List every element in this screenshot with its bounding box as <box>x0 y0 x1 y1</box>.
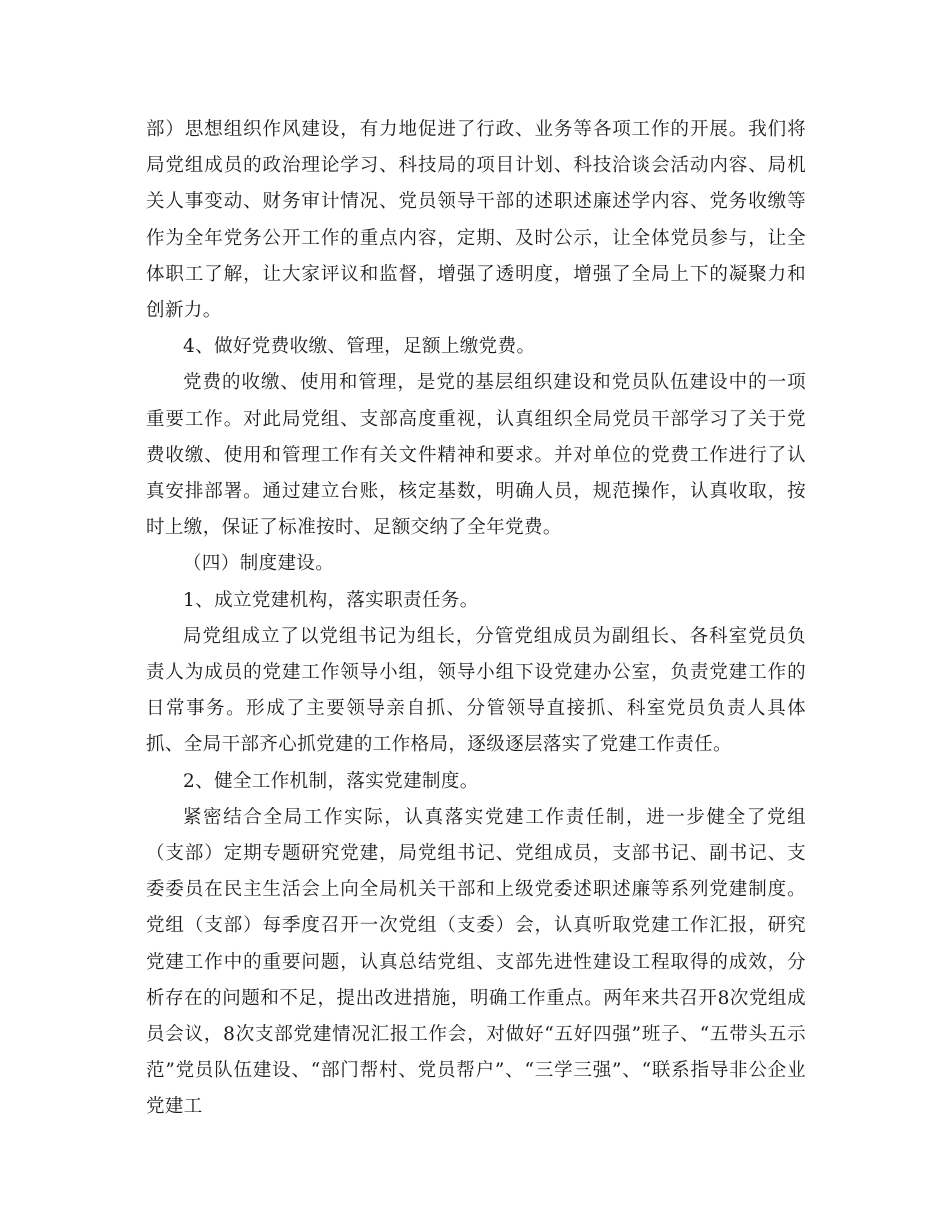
document-body <box>146 112 806 1126</box>
paragraph-work-mechanism: 紧密结合全局工作实际，认真落实党建工作责任制，进一步健全了党组（支部）定期专题研究党建，局党组书记、党组成员，支部书记、副书记、支委委员在民主生活会上向全局机关干部和上级党委述职述廉等系列党建制度。党组（支部）每季度召开一次党组（支委）会，认真听取党建工作汇报，研究党建工作中的重要问题，认真总结党组、支部先进性建设工程取得的成效，分析存在的问题和不足，提出改进措施，明确工作重点。两年来共召开8次党组成员会议，8次支部党建情况汇报工作会，对做好“五好四强”班子、“五带头五示范”党员队伍建设、“部门帮村、党员帮户”、“三学三强”、“联系指导非公企业党建工 <box>146 806 806 1118</box>
heading-work-mechanism: 2、健全工作机制，落实党建制度。 <box>183 770 479 792</box>
paragraph-establish-organization: 局党组成立了以党组书记为组长，分管党组成员为副组长、各科室党员负责人为成员的党建工作领导小组，领导小组下设党建办公室，负责党建工作的日常事务。形成了主要领导亲自抓、分管领导直接抓、科室党员负责人具体抓、全局干部齐心抓党建的工作格局，逐级逐层落实了党建工作责任。 <box>146 625 806 756</box>
heading-establish-organization: 1、成立党建机构，落实职责任务。 <box>183 589 479 611</box>
paragraph-party-fee: 党费的收缴、使用和管理，是党的基层组织建设和党员队伍建设中的一项重要工作。对此局党组、支部高度重视，认真组织全局党员干部学习了关于党费收缴、使用和管理工作有关文件精神和要求。并对单位的党费工作进行了认真安排部署。通过建立台账，核定基数，明确人员，规范操作，认真收取，按时上缴，保证了标准按时、足额交纳了全年党费。 <box>146 372 806 539</box>
heading-system-building: （四）制度建设。 <box>183 553 335 575</box>
heading-party-fee: 4、做好党费收缴、管理，足额上缴党费。 <box>183 336 536 358</box>
paragraph-continuation: 部）思想组织作风建设，有力地促进了行政、业务等各项工作的开展。我们将局党组成员的政治理论学习、科技局的项目计划、科技洽谈会活动内容、局机关人事变动、财务审计情况、党员领导干部的述职述廉述学内容、党务收缴等作为全年党务公开工作的重点内容，定期、及时公示，让全体党员参与，让全体职工了解，让大家评议和监督，增强了透明度，增强了全局上下的凝聚力和创新力。 <box>146 119 806 322</box>
